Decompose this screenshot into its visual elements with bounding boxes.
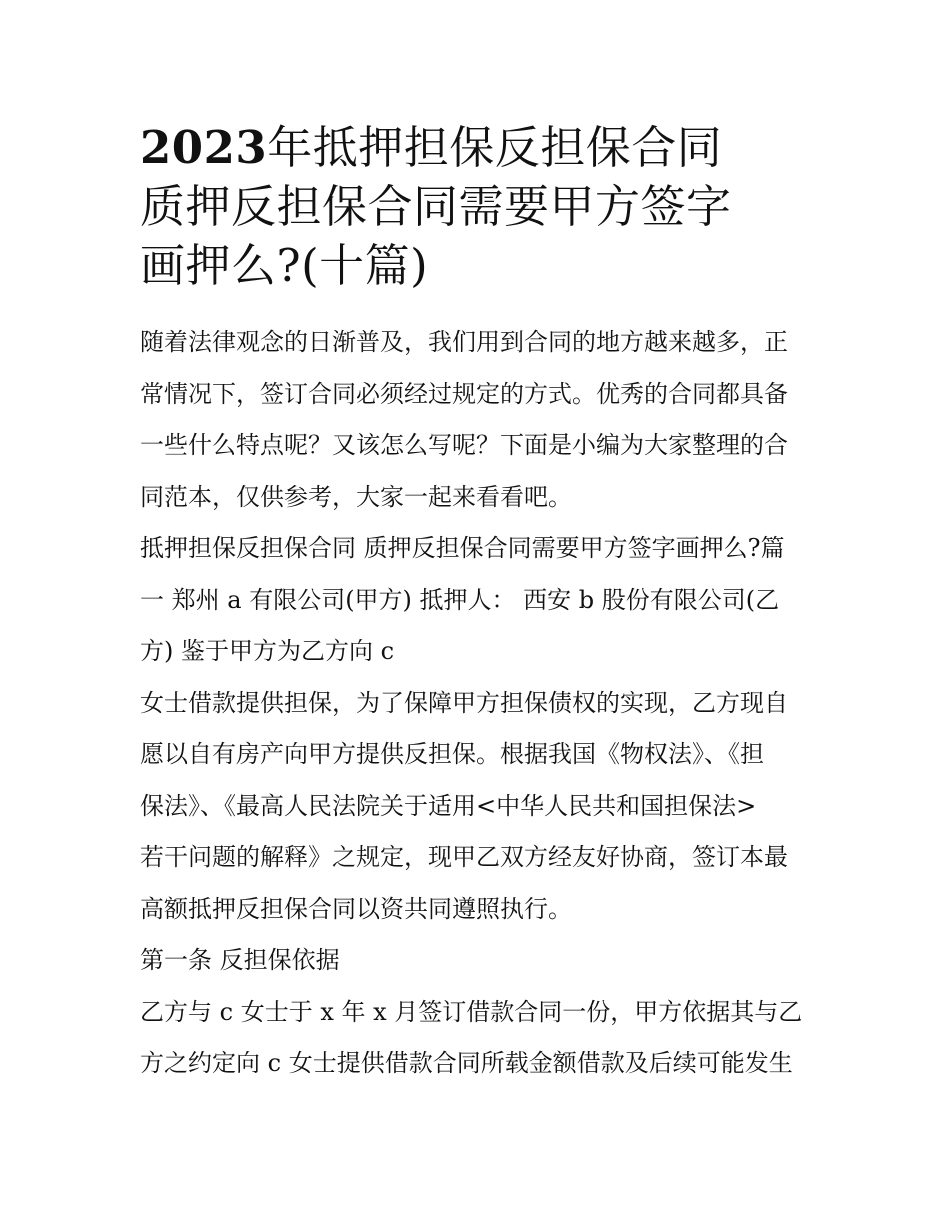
- document-title: [140, 118, 812, 295]
- title-line-1-rest: 年抵押担保反担保合同: [267, 121, 723, 174]
- text-line: 第一条 反担保依据: [140, 946, 340, 974]
- text-line: 一些什么特点呢？又该怎么写呢？下面是小编为大家整理的合: [140, 431, 788, 459]
- paragraph-section-heading: [140, 523, 812, 678]
- text-line: 女士借款提供担保，为了保障甲方担保债权的实现，乙方现自: [140, 688, 788, 717]
- text-line: 方) 鉴于甲方为乙方向 c: [140, 637, 395, 665]
- document-page: [140, 118, 812, 1090]
- text-line: 保法》、《最高人民法院关于适用<中华人民共和国担保法>: [140, 791, 757, 820]
- title-line-1: [140, 118, 812, 177]
- text-line: 一 郑州 a 有限公司(甲方) 抵押人： 西安 b 股份有限公司(乙: [140, 585, 780, 614]
- text-line: 常情况下，签订合同必须经过规定的方式。优秀的合同都具备: [140, 379, 788, 408]
- paragraph-article-1-body: [140, 987, 812, 1090]
- text-line: 高额抵押反担保合同以资共同遵照执行。: [140, 894, 572, 923]
- text-line: 愿以自有房产向甲方提供反担保。根据我国《物权法》、《担: [140, 740, 764, 768]
- text-line: 方之约定向 c 女士提供借款合同所载金额借款及后续可能发生: [140, 1049, 793, 1077]
- title-year: 2023: [140, 121, 268, 174]
- paragraph-article-1-heading: [140, 935, 812, 987]
- document-body: [140, 317, 812, 1090]
- text-line: 乙方与 c 女士于 x 年 x 月签订借款合同一份，甲方依据其与乙: [140, 997, 803, 1026]
- text-line: 抵押担保反担保合同 质押反担保合同需要甲方签字画押么?篇: [140, 534, 785, 562]
- paragraph-intro: [140, 317, 812, 523]
- text-line: 若干问题的解释》之规定，现甲乙双方经友好协商，签订本最: [140, 843, 788, 871]
- title-line-3: 画押么?(十篇): [140, 239, 429, 292]
- paragraph-recital: [140, 678, 812, 936]
- text-line: 同范本，仅供参考，大家一起来看看吧。: [140, 482, 572, 511]
- text-line: 随着法律观念的日渐普及，我们用到合同的地方越来越多，正: [140, 328, 788, 356]
- title-line-2: 质押反担保合同需要甲方签字: [140, 180, 732, 233]
